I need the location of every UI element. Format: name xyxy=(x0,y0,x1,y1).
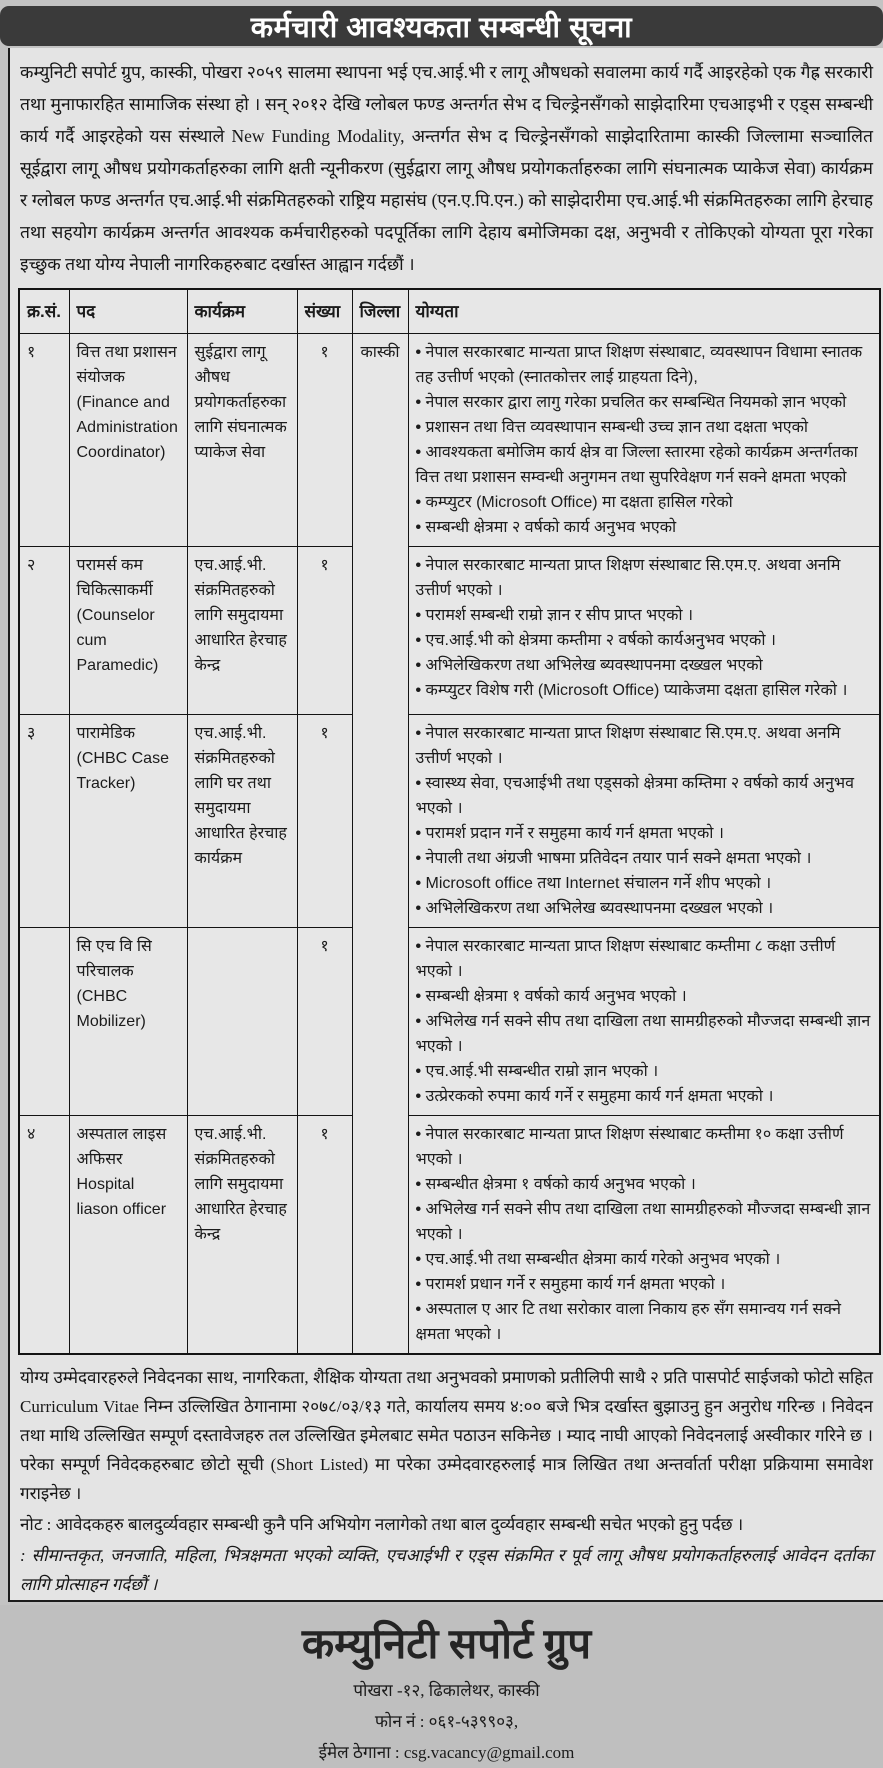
post-cell: सि एच वि सि परिचालक (CHBC Mobilizer) xyxy=(69,927,187,1115)
qualification-item: • अभिलेख गर्न सक्ने सीप तथा दाखिला तथा सामग्रीहरुको मौज्जदा सम्बन्धी ज्ञान भएको । xyxy=(416,1009,873,1059)
qualification-item: • सम्बन्धीत क्षेत्रमा १ वर्षको कार्य अनुभव भएको । xyxy=(416,1172,873,1197)
count-cell: १ xyxy=(297,1115,352,1354)
qualification-item: • अस्पताल ए आर टि तथा सरोकार वाला निकाय हरु सँग समान्वय गर्न सक्ने क्षमता भएको । xyxy=(416,1297,873,1347)
qualifications-cell xyxy=(408,1115,880,1354)
qualification-item: • नेपाल सरकारबाट मान्यता प्राप्त शिक्षण संस्थाबाट सि.एम.ए. अथवा अनमि उत्तीर्ण भएको । xyxy=(416,721,873,771)
program-cell: एच.आई.भी. संक्रमितहरुको लागि समुदायमा आधारित हेरचाह केन्द्र xyxy=(187,546,297,714)
header-count: संख्या xyxy=(297,289,352,333)
serial-number-cell xyxy=(19,927,69,1115)
qualification-item: • Microsoft office तथा Internet संचालन गर्ने शीप भएको । xyxy=(416,871,873,896)
program-cell xyxy=(187,927,297,1115)
count-cell: १ xyxy=(297,927,352,1115)
qualification-item: • एच.आई.भी तथा सम्बन्धीत क्षेत्रमा कार्य गरेको अनुभव भएको । xyxy=(416,1247,873,1272)
qualifications-cell xyxy=(408,546,880,714)
post-cell: अस्पताल लाइस अफिसर Hospital liason officer xyxy=(69,1115,187,1354)
qualifications-cell xyxy=(408,714,880,927)
qualification-item: • परामर्श सम्बन्धी राम्रो ज्ञान र सीप प्राप्त भएको । xyxy=(416,603,873,628)
table-row xyxy=(19,714,880,927)
post-cell: वित्त तथा प्रशासन संयोजक (Finance and Administration Coordinator) xyxy=(69,333,187,546)
serial-number-cell: ३ xyxy=(19,714,69,927)
header-qualification: योग्यता xyxy=(408,289,880,333)
serial-number-cell: १ xyxy=(19,333,69,546)
qualification-item: • स्वास्थ्य सेवा, एचआईभी तथा एड्सको क्षेत्रमा कम्तिमा २ वर्षको कार्य अनुभव भएको । xyxy=(416,771,873,821)
qualification-item: • एच.आई.भी सम्बन्धीत राम्रो ज्ञान भएको । xyxy=(416,1059,873,1084)
district-cell: कास्की xyxy=(352,333,408,1354)
organization-phone: फोन नं : ०६१-५३९९०३, xyxy=(374,1711,519,1731)
header-program: कार्यक्रम xyxy=(187,289,297,333)
serial-number-cell: ४ xyxy=(19,1115,69,1354)
notice-sheet xyxy=(8,48,883,1762)
vacancy-table xyxy=(18,288,881,1355)
post-cell: परामर्स कम चिकित्साकर्मी (Counselor cum Paramedic) xyxy=(69,546,187,714)
organization-block xyxy=(18,1599,875,1768)
page-title: कर्मचारी आवश्यकता सम्बन्धी सूचना xyxy=(250,11,633,44)
vacancy-table-body xyxy=(19,333,880,1354)
count-cell: १ xyxy=(297,333,352,546)
table-row xyxy=(19,333,880,546)
program-cell: एच.आई.भी. संक्रमितहरुको लागि समुदायमा आधारित हेरचाह केन्द्र xyxy=(187,1115,297,1354)
qualification-item: • नेपाल सरकारबाट मान्यता प्राप्त शिक्षण संस्थाबाट, व्यवस्थापन विधामा स्नातक तह उत्तीर्ण भएको (स्नातकोत्तर लाई ग्राहयता दिने), xyxy=(416,340,873,390)
title-bar xyxy=(0,6,883,46)
qualification-item: • कम्प्युटर विशेष गरी (Microsoft Office) प्याकेजमा दक्षता हासिल गरेको । xyxy=(416,678,873,703)
qualification-item: • उत्प्रेरकको रुपमा कार्य गर्ने र समुहमा कार्य गर्न क्षमता भएको । xyxy=(416,1084,873,1109)
qualification-item: • अभिलेख गर्न सक्ने सीप तथा दाखिला तथा सामग्रीहरुको मौज्जदा सम्बन्धी ज्ञान भएको । xyxy=(416,1197,873,1247)
qualifications-cell xyxy=(408,927,880,1115)
count-cell: १ xyxy=(297,546,352,714)
encouragement-paragraph: : सीमान्तकृत, जनजाति, महिला, भित्रक्षमता भएको व्यक्ति, एचआईभी र एड्स संक्रमित र पूर्व लागू औषध प्रयोगकर्ताहरुलाई आवेदन दर्ताका लागि प्रोत्साहन गर्दछौं । xyxy=(20,1545,873,1594)
intro-paragraph: कम्युनिटी सपोर्ट ग्रुप, कास्की, पोखरा २०५९ सालमा स्थापना भई एच.आई.भी र लागू औषधको सवालमा कार्य गर्दै आइरहेको एक गैह्र सरकारी तथा मुनाफारहित सामाजिक संस्था हो । सन् २०१२ देखि ग्लोबल फण्ड अन्तर्गत सेभ द चिल्ड्रेनसँगको साझेदारिमा एचआइभी र एड्स सम्बन्धी कार्य गर्दै आइरहेको यस संस्थाले New Funding Modality, अन्तर्गत सेभ द चिल्ड्रेनसँगको साझेदारितामा कास्की जिल्लामा सञ्चालित सूईद्वारा लागू औषध प्रयोगकर्ताहरुका लागि क्षती न्यूनीकरण (सुईद्वारा लागू औषध प्रयोगकर्ताहरुका लागि संघनात्मक प्याकेज सेवा) कार्यक्रम र ग्लोबल फण्ड अन्तर्गत एच.आई.भी संक्रमितहरुको राष्ट्रिय महासंघ (एन.ए.पि.एन.) को साझेदारीमा एच.आई.भी संक्रमितहरुका लागि हेरचाह तथा सहयोग कार्यक्रम अन्तर्गत आवश्यक कर्मचारीहरुको पदपूर्तिका लागि देहाय बमोजिमका दक्ष, अनुभवी र तोकिएको योग्यता पूरा गरेका इच्छुक तथा योग्य नेपाली नागरिकहरुबाट दर्खास्त आह्वान गर्दछौं । xyxy=(20,62,873,274)
program-cell: एच.आई.भी. संक्रमितहरुको लागि घर तथा समुदायमा आधारित हेरचाह कार्यक्रम xyxy=(187,714,297,927)
qualification-item: • सम्बन्धी क्षेत्रमा २ वर्षको कार्य अनुभव भएको xyxy=(416,515,873,540)
count-cell: १ xyxy=(297,714,352,927)
qualification-item: • नेपाल सरकारबाट मान्यता प्राप्त शिक्षण संस्थाबाट कम्तीमा ८ कक्षा उत्तीर्ण भएको । xyxy=(416,934,873,984)
qualification-item: • अभिलेखिकरण तथा अभिलेख ब्यवस्थापनमा दख्खल भएको । xyxy=(416,896,873,921)
qualification-item: • नेपाल सरकार द्वारा लागु गरेका प्रचलित कर सम्बन्धित नियमको ज्ञान भएको xyxy=(416,390,873,415)
qualification-item: • परामर्श प्रदान गर्ने र समुहमा कार्य गर्न क्षमता भएको । xyxy=(416,821,873,846)
header-post: पद xyxy=(69,289,187,333)
organization-address: पोखरा -१२, ढिकालेथर, कास्की xyxy=(353,1680,540,1700)
qualification-item: • सम्बन्धी क्षेत्रमा १ वर्षको कार्य अनुभव भएको । xyxy=(416,984,873,1009)
qualification-item: • परामर्श प्रधान गर्ने र समुहमा कार्य गर्न क्षमता भएको । xyxy=(416,1272,873,1297)
note-paragraph: नोट : आवेदकहरु बालदुर्व्यवहार सम्बन्धी कुनै पनि अभियोग नलागेको तथा बाल दुर्व्यवहार सम्बन्धी सचेत भएको हुनु पर्दछ । xyxy=(20,1514,744,1534)
qualification-item: • कम्प्युटर (Microsoft Office) मा दक्षता हासिल गरेको xyxy=(416,490,873,515)
program-cell: सुईद्वारा लागू औषध प्रयोगकर्ताहरुका लागि संघनात्मक प्याकेज सेवा xyxy=(187,333,297,546)
post-cell: पारामेडिक (CHBC Case Tracker) xyxy=(69,714,187,927)
qualification-item: • नेपाल सरकारबाट मान्यता प्राप्त शिक्षण संस्थाबाट सि.एम.ए. अथवा अनमि उत्तीर्ण भएको । xyxy=(416,553,873,603)
qualification-item: • नेपाल सरकारबाट मान्यता प्राप्त शिक्षण संस्थाबाट कम्तीमा १० कक्षा उत्तीर्ण भएको । xyxy=(416,1122,873,1172)
qualifications-cell xyxy=(408,333,880,546)
header-district: जिल्ला xyxy=(352,289,408,333)
table-row xyxy=(19,1115,880,1354)
header-serial-number: क्र.सं. xyxy=(19,289,69,333)
qualification-item: • नेपाली तथा अंग्रजी भाषमा प्रतिवेदन तयार पार्न सक्ने क्षमता भएको । xyxy=(416,846,873,871)
table-header-row xyxy=(19,289,880,333)
qualification-item: • अभिलेखिकरण तथा अभिलेख ब्यवस्थापनमा दख्खल भएको xyxy=(416,653,873,678)
organization-email: ईमेल ठेगाना : csg.vacancy@gmail.com xyxy=(318,1742,575,1762)
qualification-item: • प्रशासन तथा वित्त व्यवस्थापान सम्बन्धी उच्च ज्ञान तथा दक्षता भएको xyxy=(416,415,873,440)
qualification-item: • एच.आई.भी को क्षेत्रमा कम्तीमा २ वर्षको कार्यअनुभव भएको । xyxy=(416,628,873,653)
qualification-item: • आवश्यकता बमोजिम कार्य क्षेत्र वा जिल्ला स्तारमा रहेको कार्यक्रम अन्तर्गतका वित्त तथा प्रशासन सम्वन्धी अनुगमन तथा सुपरिवेक्षण गर्न सक्ने क्षमता भएको xyxy=(416,440,873,490)
table-row xyxy=(19,546,880,714)
application-instructions: योग्य उम्मेदवारहरुले निवेदनका साथ, नागरिकता, शैक्षिक योग्यता तथा अनुभवको प्रमाणको प्रतीलिपी साथै २ प्रति पासपोर्ट साईजको फोटो सहित Curriculum Vitae निम्न उल्लिखित ठेगानामा २०७८/०३/१३ गते, कार्यालय समय ४:०० बजे भित्र दर्खास्त बुझाउनु हुन अनुरोध गरिन्छ । निवेदन तथा माथि उल्लिखित सम्पूर्ण दस्तावेजहरु तल उल्लिखित इमेलबाट समेत पठाउन सकिनेछ । म्याद नाघी आएको निवेदनलाई अस्वीकार गरिने छ । परेका सम्पूर्ण निवेदकहरुबाट छोटो सूची (Short Listed) मा परेका उम्मेदवारहरुलाई मात्र लिखित तथा अन्तर्वार्ता परीक्षा प्रक्रियामा समावेश गराइनेछ । xyxy=(20,1367,873,1503)
table-row xyxy=(19,927,880,1115)
organization-name: कम्युनिटी सपोर्ट ग्रुप xyxy=(301,1621,592,1668)
serial-number-cell: २ xyxy=(19,546,69,714)
